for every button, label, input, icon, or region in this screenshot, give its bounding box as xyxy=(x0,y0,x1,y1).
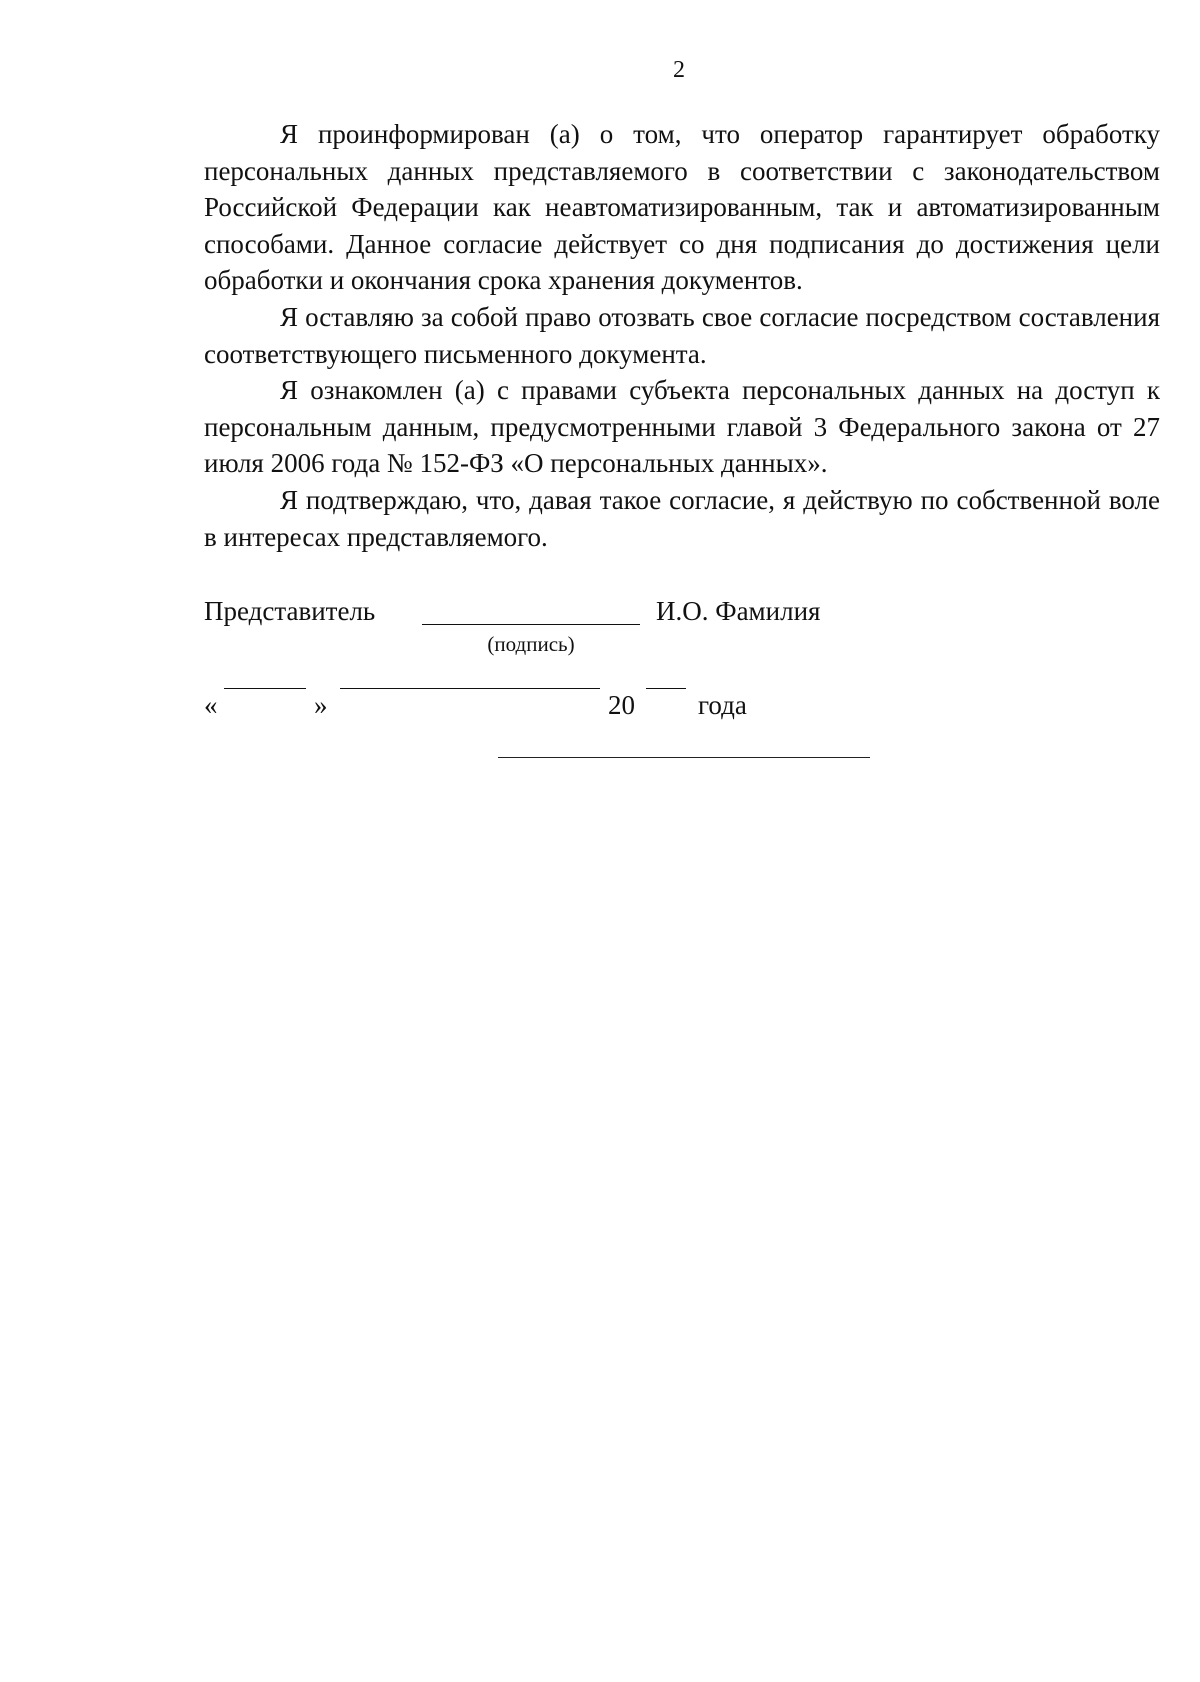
signature-blank-line xyxy=(422,624,640,625)
date-line xyxy=(204,688,904,728)
paragraph-subject-rights: Я ознакомлен (а) с правами субъекта персональных данных на доступ к персональным данным, предусмотренными главой 3 Федерального закона от 27 июля 2006 года № 152-ФЗ «О персональных данных». xyxy=(204,375,1160,479)
date-open-quote: « xyxy=(204,690,218,720)
document-body xyxy=(204,116,1160,555)
day-blank-line xyxy=(224,688,306,689)
paragraph-processing-guarantee: Я проинформирован (а) о том, что оператор гарантирует обработку персональных данных представляемого в соответствии с законодательством Российской Федерации как неавтоматизированным, так и автоматизированным способами. Данное согласие действует со дня подписания до достижения цели обработки и окончания срока хранения документов. xyxy=(204,119,1160,296)
year-prefix: 20 xyxy=(608,690,635,720)
year-suffix: года xyxy=(698,690,747,720)
signature-block xyxy=(204,594,904,674)
date-close-quote: » xyxy=(314,690,328,720)
paragraph-revocation-right: Я оставляю за собой право отозвать свое согласие посредством составления соответствующего письменного документа. xyxy=(204,301,1160,369)
page-number: 2 xyxy=(673,57,685,83)
closing-rule xyxy=(498,757,870,758)
signer-name: И.О. Фамилия xyxy=(656,596,821,626)
paragraph-voluntary-consent: Я подтверждаю, что, давая такое согласие, я действую по собственной воле в интересах представляемого. xyxy=(204,484,1160,552)
month-blank-line xyxy=(340,688,600,689)
year-blank-line xyxy=(646,688,686,689)
signature-caption: (подпись) xyxy=(487,632,575,656)
signature-role-label: Представитель xyxy=(204,596,376,626)
